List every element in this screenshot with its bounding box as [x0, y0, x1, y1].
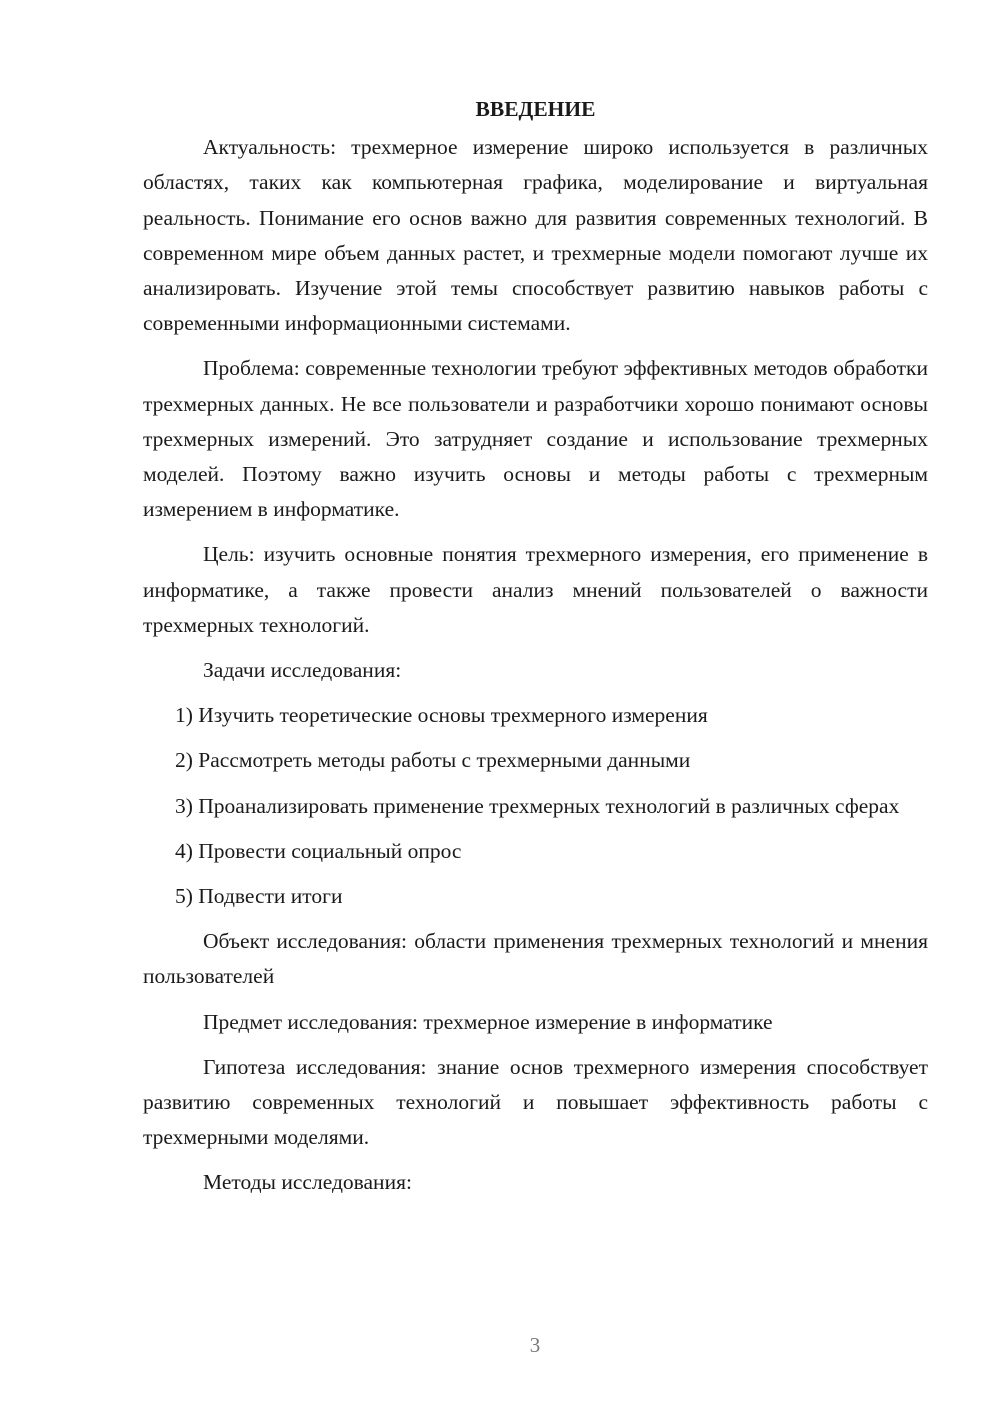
task-item-2: 2) Рассмотреть методы работы с трехмерными данными: [175, 748, 691, 773]
paragraph-hypothesis: Гипотеза исследования: знание основ трехмерного измерения способствует развитию современных технологий и повышает эффективность работы с трехмерными моделями.: [143, 1054, 928, 1150]
paragraph-goal: Цель: изучить основные понятия трехмерного измерения, его применение в информатике, а также провести анализ мнений пользователей о важности трехмерных технологий.: [143, 542, 928, 637]
tasks-heading: Задачи исследования:: [203, 658, 402, 683]
task-item-4: 4) Провести социальный опрос: [175, 838, 462, 863]
document-page: [143, 92, 928, 1211]
page-number: 3: [529, 1333, 541, 1357]
paragraph-object: Объект исследования: области применения трехмерных технологий и мнения пользователей: [143, 929, 928, 989]
task-item-3: 3) Проанализировать применение трехмерных технологий в различных сферах: [175, 793, 900, 818]
document-title: ВВЕДЕНИЕ: [475, 97, 596, 121]
paragraph-problem: Проблема: современные технологии требуют эффективных методов обработки трехмерных данных. Не все пользователи и разработчики хорошо понимают основы трехмерных измерений. Это затрудняет создание и использование трехмерных моделей. Поэтому важно изучить основы и методы работы с трехмерным измерением в информатике.: [143, 356, 928, 522]
task-item-1: 1) Изучить теоретические основы трехмерного измерения: [175, 703, 708, 728]
paragraph-subject: Предмет исследования: трехмерное измерение в информатике: [203, 1009, 773, 1034]
paragraph-methods: Методы исследования:: [203, 1170, 412, 1195]
task-item-5: 5) Подвести итоги: [175, 884, 343, 909]
paragraph-relevance: Актуальность: трехмерное измерение широко используется в различных областях, таких как компьютерная графика, моделирование и виртуальная реальность. Понимание его основ важно для развития современных технологий. В современном мире объем данных растет, и трехмерные модели помогают лучше их анализировать. Изучение этой темы способствует развитию навыков работы с современными информационными системами.: [143, 135, 928, 336]
